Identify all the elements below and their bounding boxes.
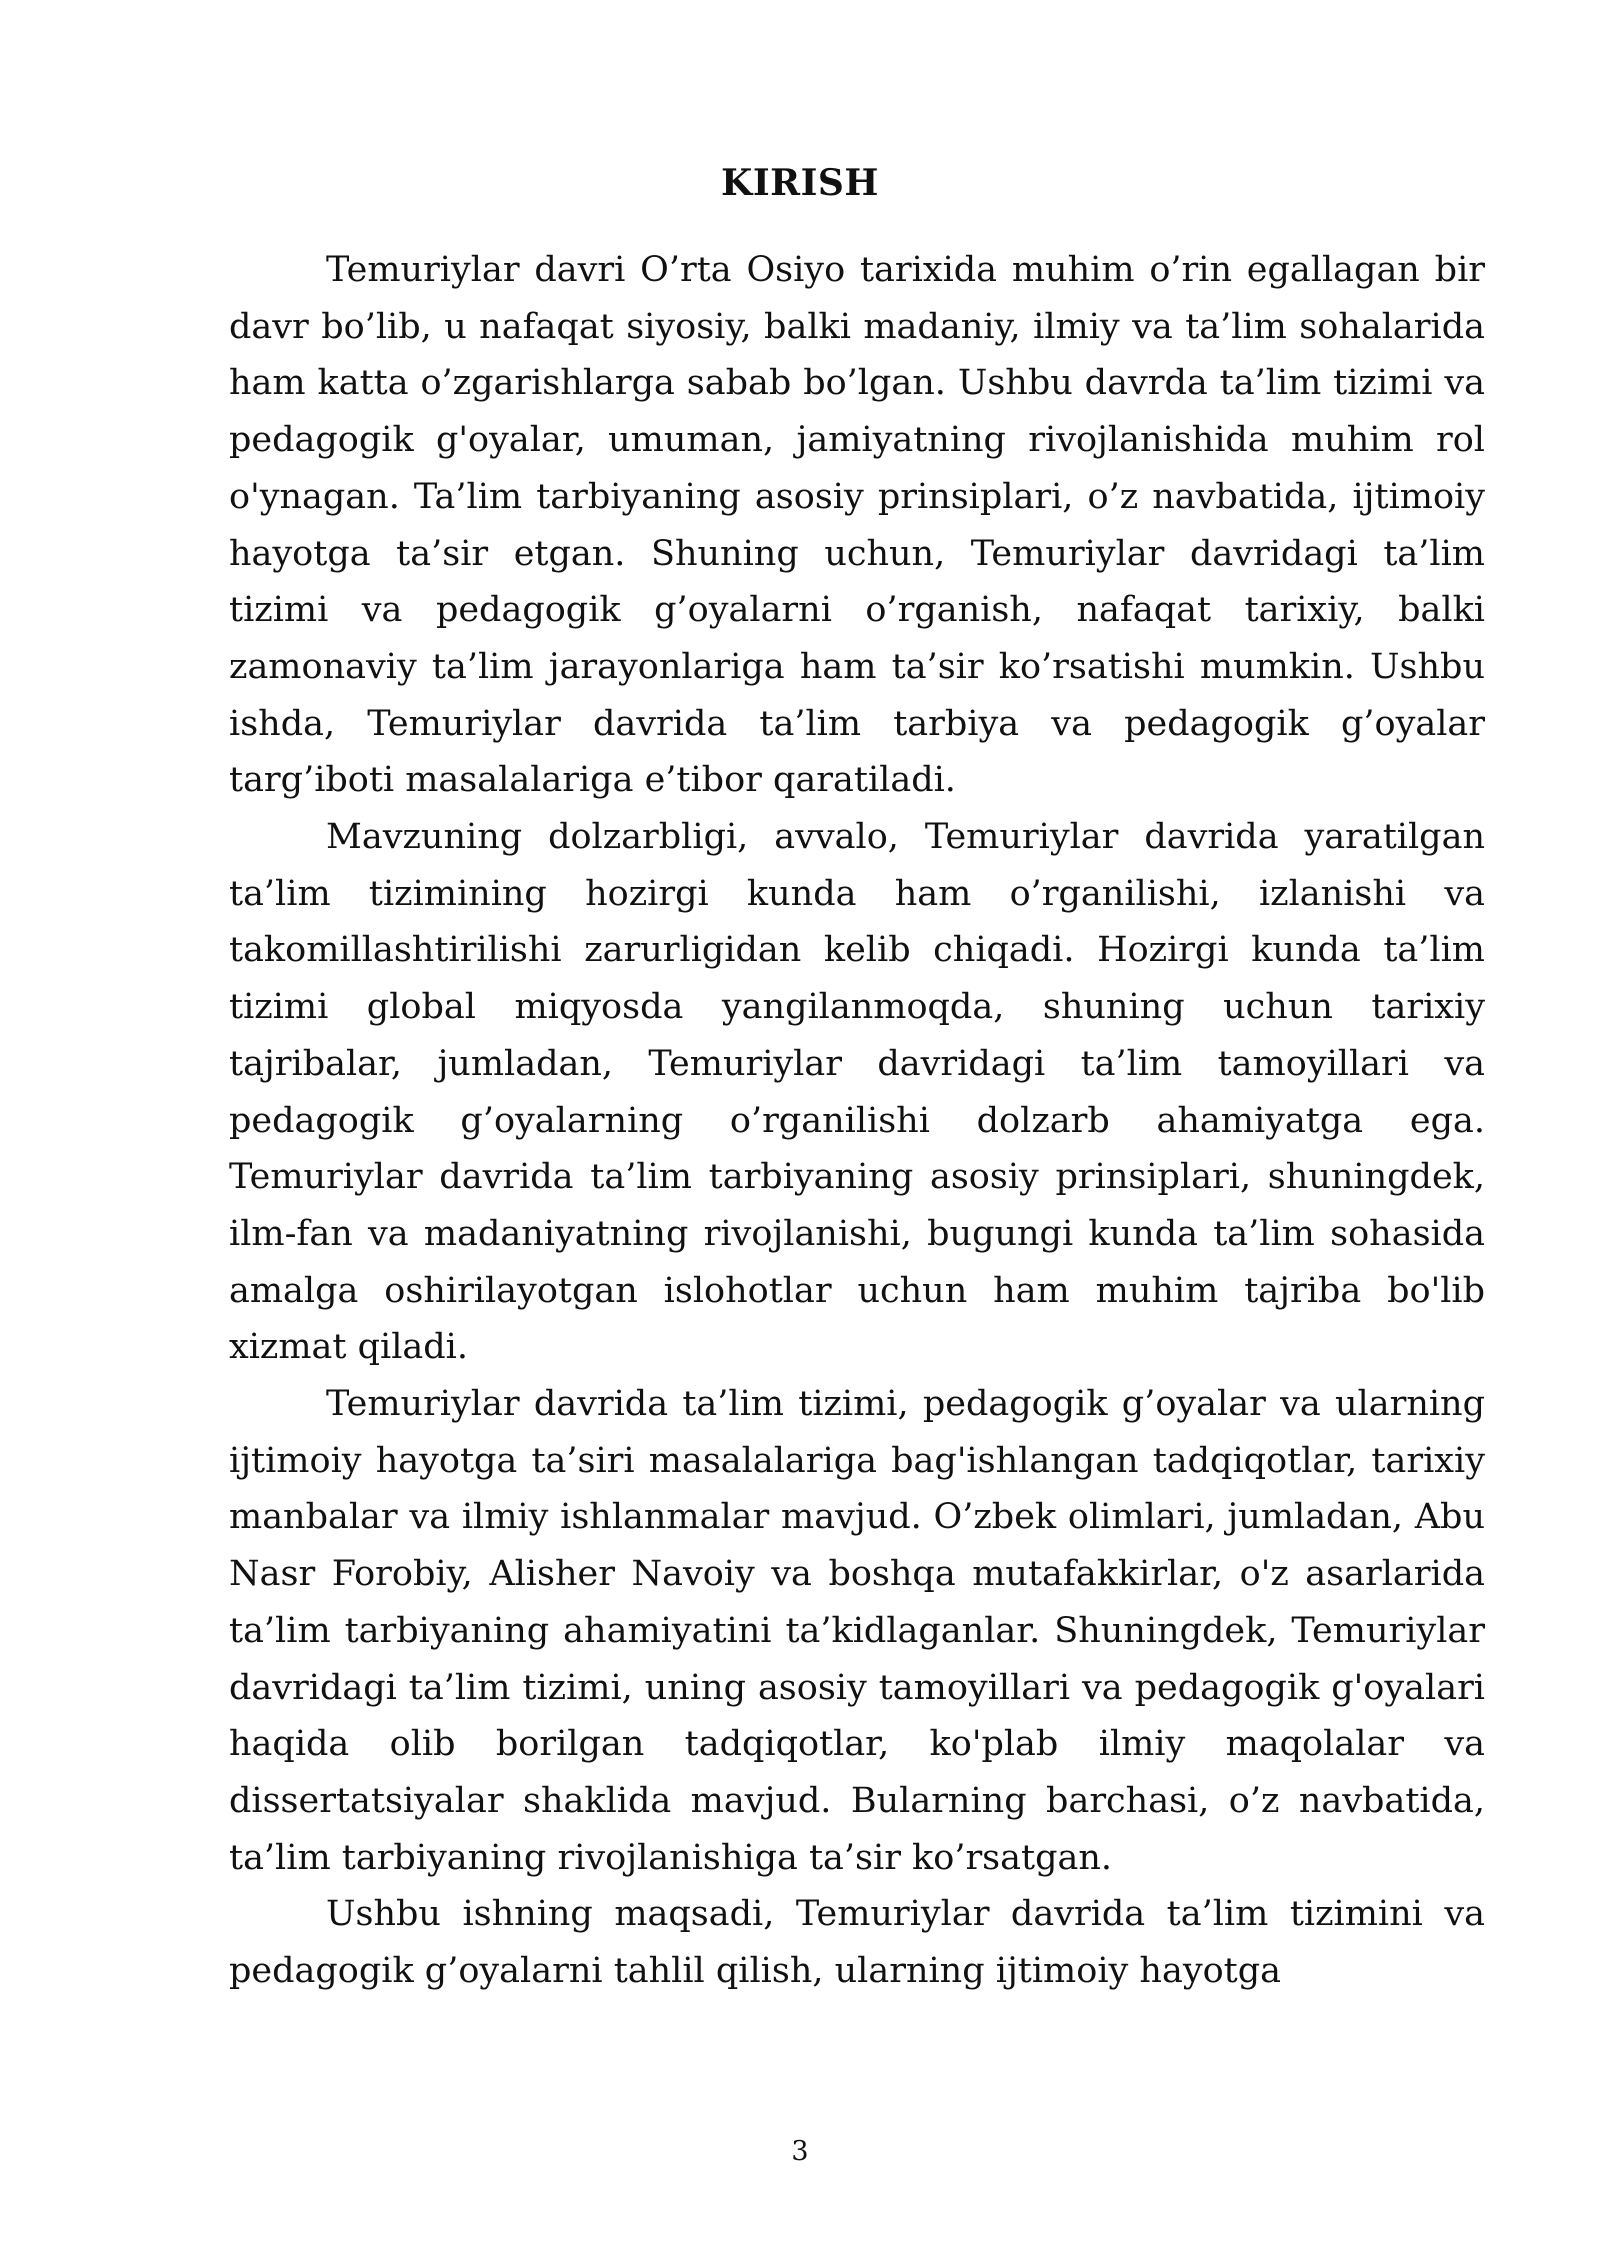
page-number: 3 <box>791 2136 809 2167</box>
paragraph-research-review: Temuriylar davrida ta’lim tizimi, pedagogik g’oyalar va ularning ijtimoiy hayotga ta’siri masalalariga bag'ishlangan tadqiqotlar, tarixiy manbalar va ilmiy ishlanmalar mavjud. O’zbek olimlari, jumladan, Abu Nasr Forobiy, Alisher Navoiy va boshqa mutafakkirlar, o'z asarlarida ta’lim tarbiyaning ahamiyatini ta’kidlaganlar. Shuningdek, Temuriylar davridagi ta’lim tizimi, uning asosiy tamoyillari va pedagogik g'oyalari haqida olib borilgan tadqiqotlar, ko'plab ilmiy maqolalar va dissertatsiyalar shaklida mavjud. Bularning barchasi, o’z navbatida, ta’lim tarbiyaning rivojlanishiga ta’sir ko’rsatgan. <box>229 1384 1485 1878</box>
page-title: KIRISH <box>721 162 879 204</box>
paragraph-purpose: Ushbu ishning maqsadi, Temuriylar davrida ta’lim tizimini va pedagogik g’oyalarni tahlil qilish, ularning ijtimoiy hayotga <box>229 1894 1485 1992</box>
body-text <box>229 242 1485 2000</box>
paragraph-relevance: Mavzuning dolzarbligi, avvalo, Temuriylar davrida yaratilgan ta’lim tizimining hozirgi kunda ham o’rganilishi, izlanishi va takomillashtirilishi zarurligidan kelib chiqadi. Hozirgi kunda ta’lim tizimi global miqyosda yangilanmoqda, shuning uchun tarixiy tajribalar, jumladan, Temuriylar davridagi ta’lim tamoyillari va pedagogik g’oyalarning o’rganilishi dolzarb ahamiyatga ega. Temuriylar davrida ta’lim tarbiyaning asosiy prinsiplari, shuningdek, ilm-fan va madaniyatning rivojlanishi, bugungi kunda ta’lim sohasida amalga oshirilayotgan islohotlar uchun ham muhim tajriba bo'lib xizmat qiladi. <box>229 817 1485 1368</box>
paragraph-intro: Temuriylar davri O’rta Osiyo tarixida muhim o’rin egallagan bir davr bo’lib, u nafaqat siyosiy, balki madaniy, ilmiy va ta’lim sohalarida ham katta o’zgarishlarga sabab bo’lgan. Ushbu davrda ta’lim tizimi va pedagogik g'oyalar, umuman, jamiyatning rivojlanishida muhim rol o'ynagan. Ta’lim tarbiyaning asosiy prinsiplari, o’z navbatida, ijtimoiy hayotga ta’sir etgan. Shuning uchun, Temuriylar davridagi ta’lim tizimi va pedagogik g’oyalarni o’rganish, nafaqat tarixiy, balki zamonaviy ta’lim jarayonlariga ham ta’sir ko’rsatishi mumkin. Ushbu ishda, Temuriylar davrida ta’lim tarbiya va pedagogik g’oyalar targ’iboti masalalariga e’tibor qaratiladi. <box>229 250 1485 801</box>
